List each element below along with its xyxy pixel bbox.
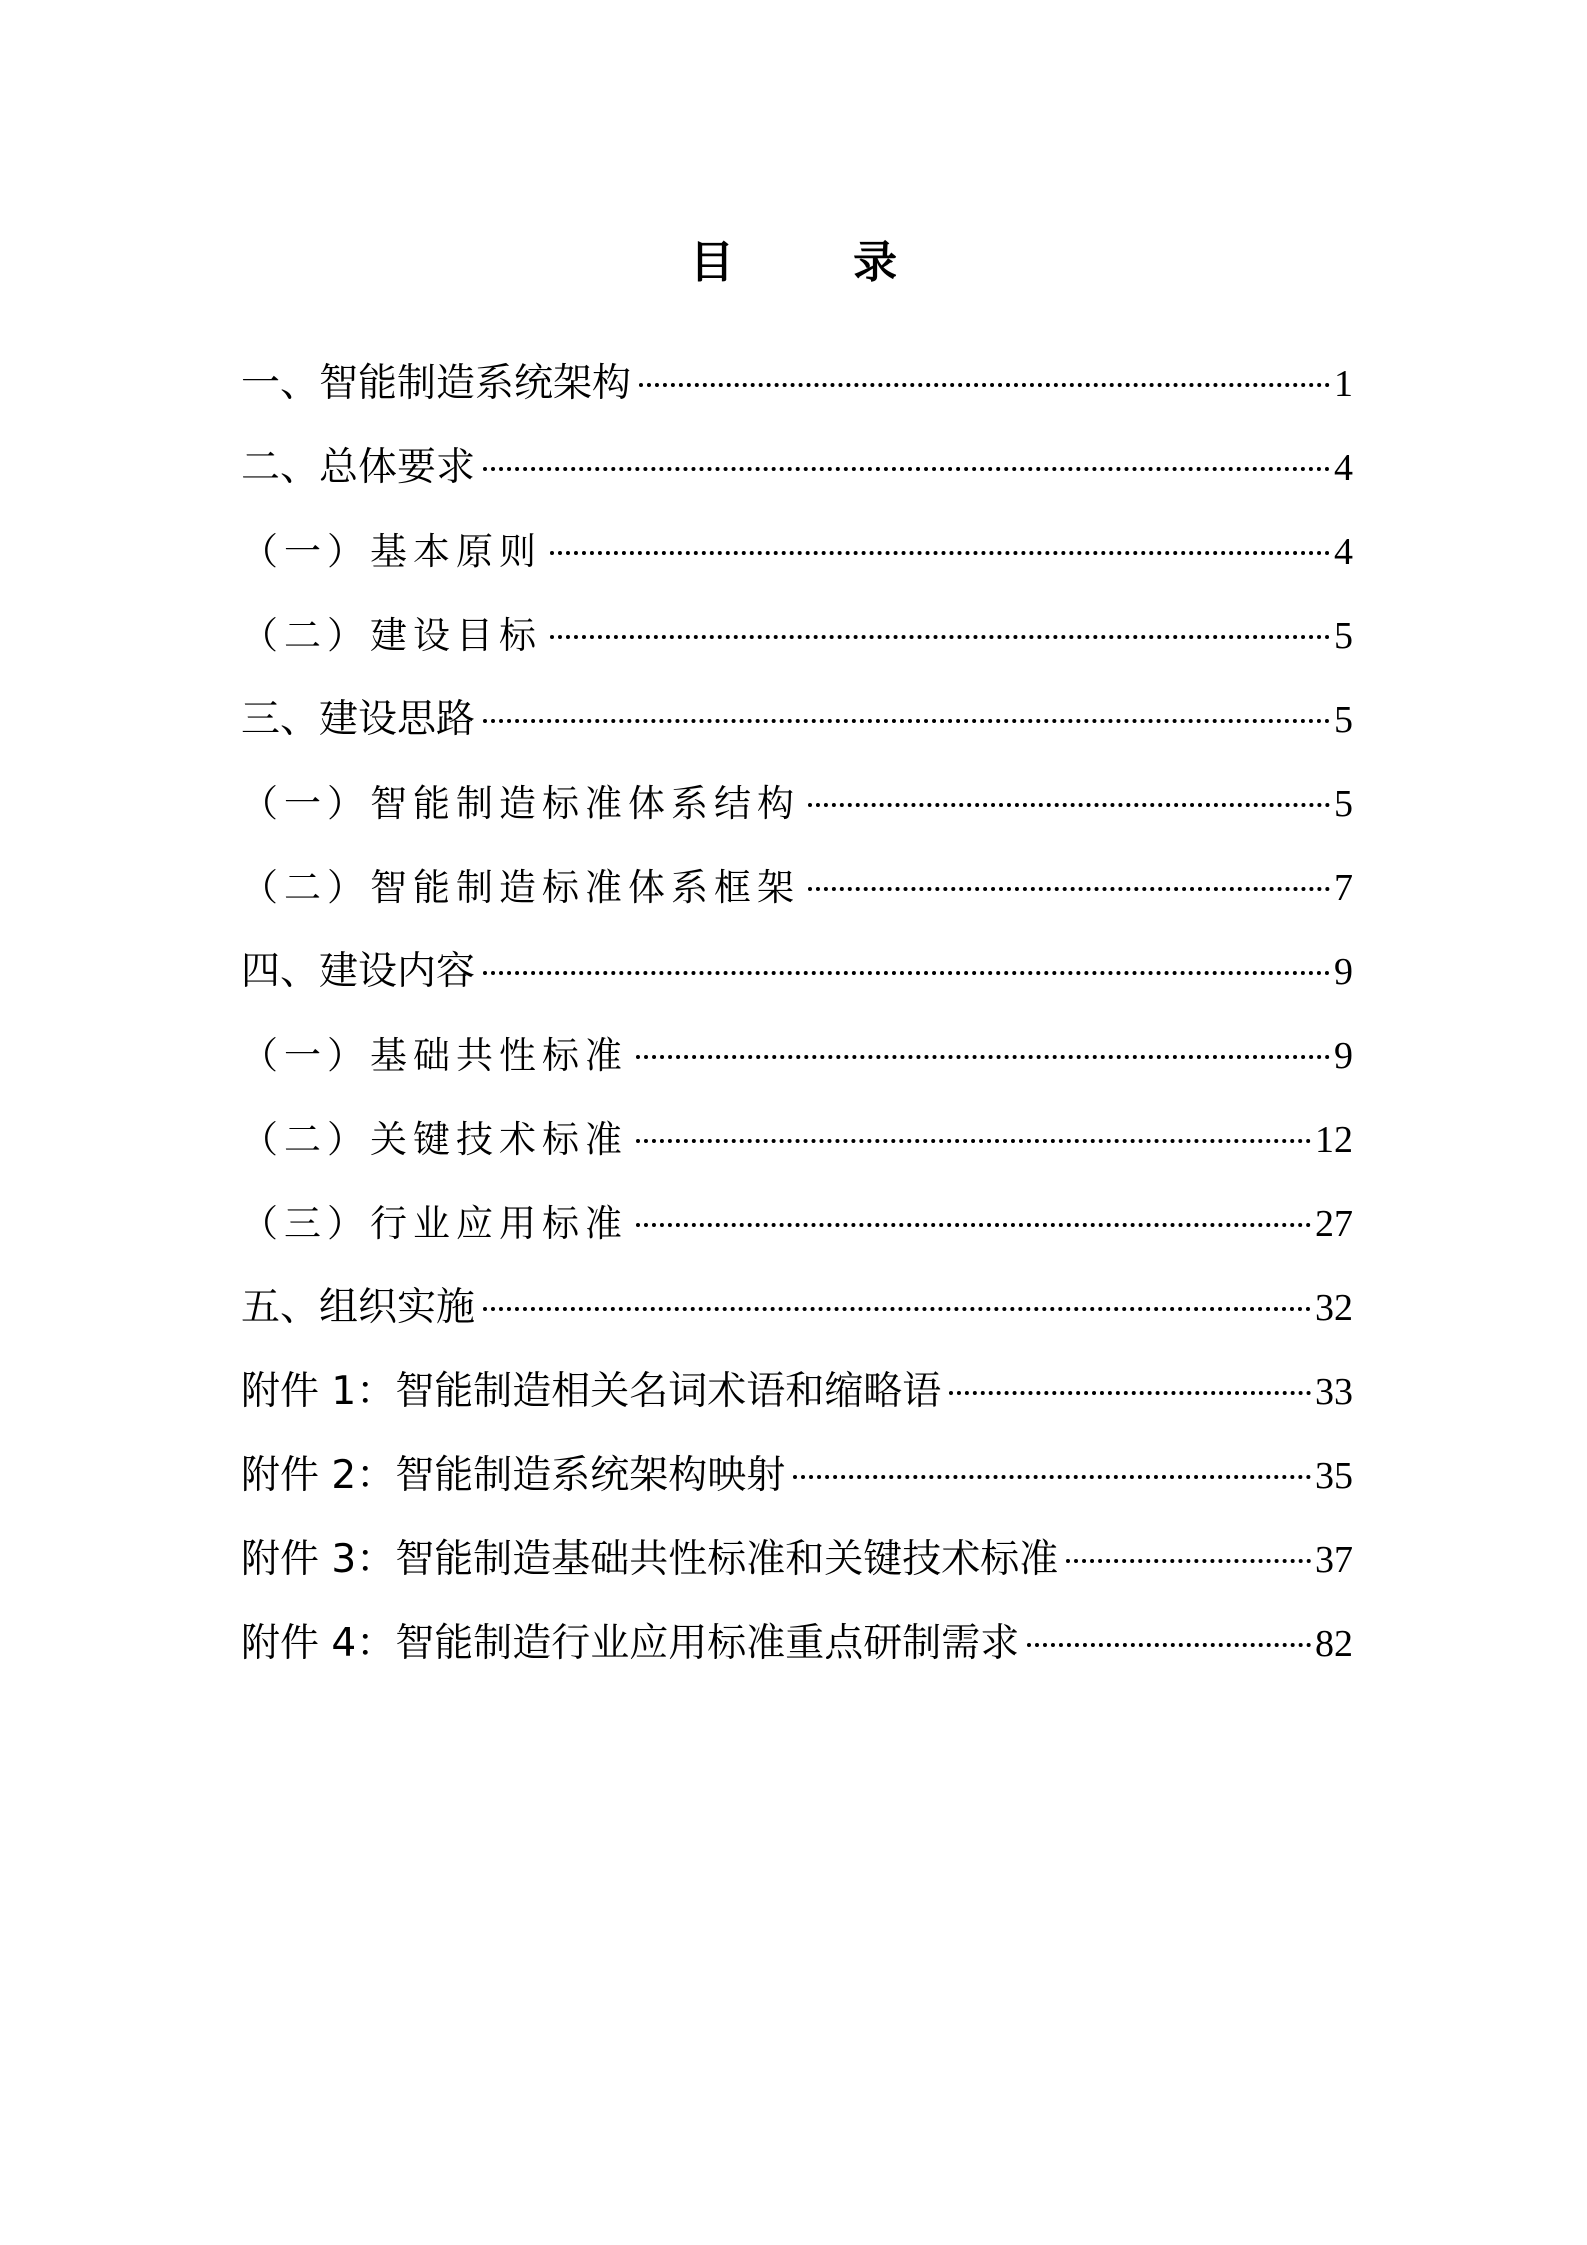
dot-leader xyxy=(808,803,1330,807)
dot-leader xyxy=(808,887,1330,891)
toc-entry[interactable] xyxy=(241,434,1353,518)
toc-appendix-entry[interactable] xyxy=(241,1358,1353,1442)
dot-leader xyxy=(1066,1559,1311,1563)
toc-entry-page: 5 xyxy=(1334,699,1353,741)
toc-appendix-entry[interactable] xyxy=(241,1610,1353,1694)
toc-entry-page: 27 xyxy=(1315,1203,1353,1245)
table-of-contents xyxy=(241,350,1353,1694)
toc-entry-page: 4 xyxy=(1334,447,1353,489)
toc-entry-title: 四、建设内容 xyxy=(241,949,476,994)
dot-leader xyxy=(636,1223,1311,1227)
dot-leader xyxy=(483,719,1330,723)
toc-entry-page: 32 xyxy=(1315,1287,1353,1329)
toc-subentry[interactable] xyxy=(241,770,1353,854)
page-title: 目 录 xyxy=(689,237,950,289)
toc-entry-page: 37 xyxy=(1315,1539,1353,1581)
dot-leader xyxy=(550,551,1330,555)
toc-entry-title: 三、建设思路 xyxy=(241,697,476,742)
toc-entry-title: （二）建设目标 xyxy=(241,614,542,657)
toc-appendix-entry[interactable] xyxy=(241,1442,1353,1526)
toc-entry-title: （一）智能制造标准体系结构 xyxy=(241,782,800,825)
toc-entry-title: （一）基本原则 xyxy=(241,530,542,573)
dot-leader xyxy=(793,1475,1311,1479)
toc-entry-title: 附件 1：智能制造相关名词术语和缩略语 xyxy=(241,1369,942,1414)
toc-subentry[interactable] xyxy=(241,518,1353,602)
toc-entry-page: 35 xyxy=(1315,1455,1353,1497)
toc-entry[interactable] xyxy=(241,686,1353,770)
dot-leader xyxy=(949,1391,1311,1395)
dot-leader xyxy=(483,467,1330,471)
toc-entry-title: 附件 2：智能制造系统架构映射 xyxy=(241,1453,786,1498)
toc-entry-title: 五、组织实施 xyxy=(241,1285,476,1330)
toc-subentry[interactable] xyxy=(241,854,1353,938)
toc-entry-page: 5 xyxy=(1334,783,1353,825)
toc-entry[interactable] xyxy=(241,1274,1353,1358)
dot-leader xyxy=(483,971,1330,975)
toc-entry-title: （二）智能制造标准体系框架 xyxy=(241,866,800,909)
toc-entry-page: 33 xyxy=(1315,1371,1353,1413)
toc-entry-page: 1 xyxy=(1334,363,1353,405)
toc-subentry[interactable] xyxy=(241,1022,1353,1106)
dot-leader xyxy=(550,635,1330,639)
toc-entry-title: （一）基础共性标准 xyxy=(241,1034,628,1077)
toc-entry-title: 二、总体要求 xyxy=(241,445,476,490)
toc-entry-page: 12 xyxy=(1315,1119,1353,1161)
toc-entry-page: 82 xyxy=(1315,1623,1353,1665)
dot-leader xyxy=(636,1055,1330,1059)
toc-entry[interactable] xyxy=(241,350,1353,434)
dot-leader xyxy=(636,1139,1311,1143)
toc-entry-title: （三）行业应用标准 xyxy=(241,1202,628,1245)
dot-leader xyxy=(483,1307,1311,1311)
toc-entry-title: 附件 3：智能制造基础共性标准和关键技术标准 xyxy=(241,1537,1059,1582)
toc-entry-title: 附件 4：智能制造行业应用标准重点研制需求 xyxy=(241,1621,1020,1666)
toc-entry-page: 4 xyxy=(1334,531,1353,573)
dot-leader xyxy=(639,383,1330,387)
toc-entry-page: 7 xyxy=(1334,867,1353,909)
toc-entry-page: 9 xyxy=(1334,1035,1353,1077)
toc-subentry[interactable] xyxy=(241,1106,1353,1190)
toc-subentry[interactable] xyxy=(241,602,1353,686)
toc-entry-page: 5 xyxy=(1334,615,1353,657)
dot-leader xyxy=(1027,1643,1311,1647)
toc-entry[interactable] xyxy=(241,938,1353,1022)
toc-subentry[interactable] xyxy=(241,1190,1353,1274)
toc-entry-title: 一、智能制造系统架构 xyxy=(241,361,632,406)
toc-appendix-entry[interactable] xyxy=(241,1526,1353,1610)
toc-entry-title: （二）关键技术标准 xyxy=(241,1118,628,1161)
toc-entry-page: 9 xyxy=(1334,951,1353,993)
